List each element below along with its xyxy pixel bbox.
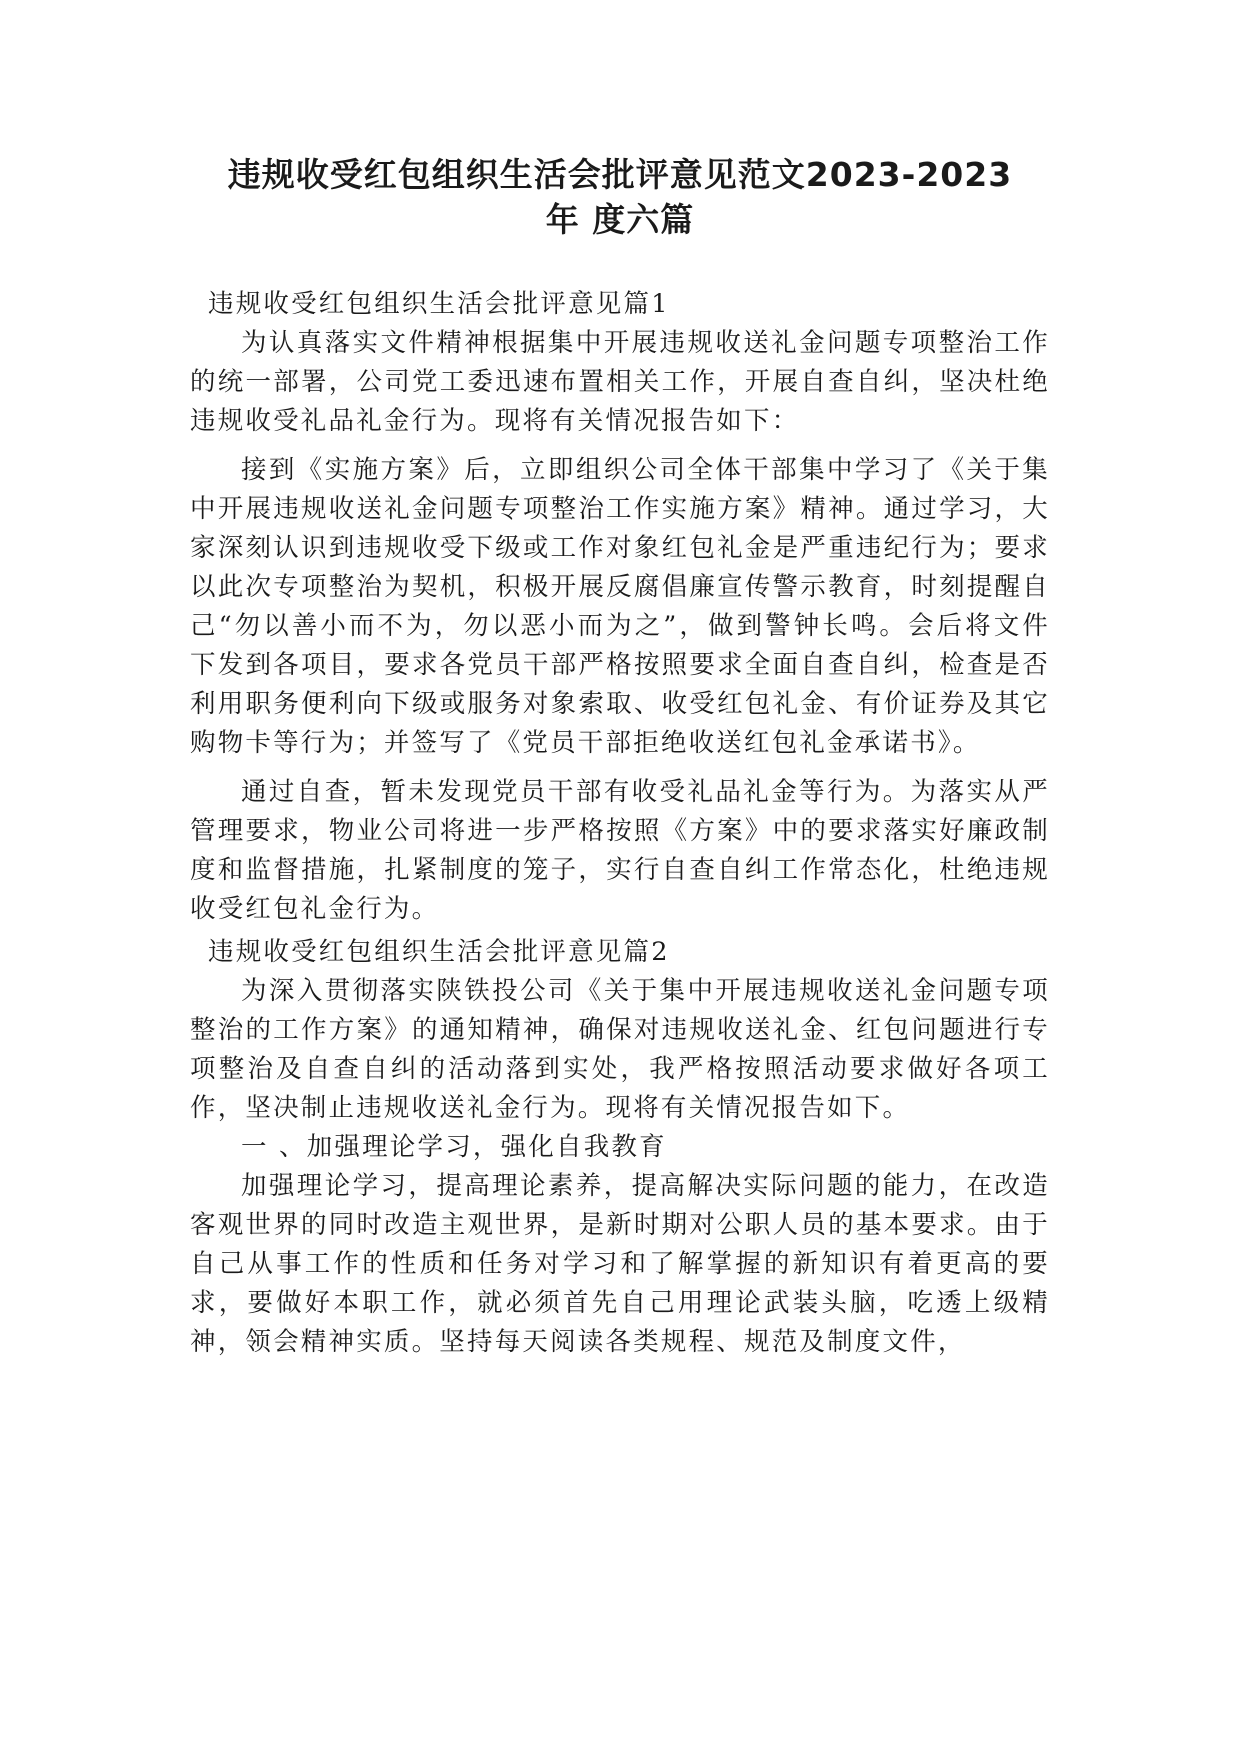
paragraph: 为深入贯彻落实陕铁投公司《关于集中开展违规收送礼金问题专项整治的工作方案》的通知精神，确保对违规收送礼金、红包问题进行专项整治及自查自纠的活动落到实处，我严格按照活动要求做好各项工作，坚决制止违规收送礼金行为。现将有关情况报告如下。 (190, 976, 1050, 1123)
document-body (190, 285, 1050, 1362)
section-heading-1: 违规收受红包组织生活会批评意见篇1 (208, 289, 670, 319)
title-line-1: 违规收受红包组织生活会批评意见范文2023-2023 (227, 155, 1013, 194)
paragraph: 通过自查，暂未发现党员干部有收受礼品礼金等行为。为落实从严管理要求，物业公司将进一步严格按照《方案》中的要求落实好廉政制度和监督措施，扎紧制度的笼子，实行自查自纠工作常态化，杜绝违规收受红包礼金行为。 (190, 777, 1050, 924)
paragraph: 加强理论学习，提高理论素养，提高解决实际问题的能力，在改造客观世界的同时改造主观世界，是新时期对公职人员的基本要求。由于自己从事工作的性质和任务对学习和了解掌握的新知识有着更高的要求，要做好本职工作，就必须首先自己用理论武装头脑，吃透上级精神，领会精神实质。坚持每天阅读各类规程、规范及制度文件， (190, 1171, 1050, 1357)
paragraph: 接到《实施方案》后，立即组织公司全体干部集中学习了《关于集中开展违规收送礼金问题专项整治工作实施方案》精神。通过学习，大家深刻认识到违规收受下级或工作对象红包礼金是严重违纪行为；要求以此次专项整治为契机，积极开展反腐倡廉宣传警示教育，时刻提醒自己“勿以善小而不为，勿以恶小而为之”，做到警钟长鸣。会后将文件下发到各项目，要求各党员干部严格按照要求全面自查自纠，检查是否利用职务便利向下级或服务对象索取、收受红包礼金、有价证券及其它购物卡等行为；并签写了《党员干部拒绝收送红包礼金承诺书》。 (190, 455, 1050, 758)
document-title (200, 152, 1040, 242)
title-line-2: 年 度六篇 (545, 200, 695, 239)
subheading: 一 、加强理论学习，强化自我教育 (241, 1132, 667, 1162)
section-heading-2: 违规收受红包组织生活会批评意见篇2 (208, 937, 670, 967)
paragraph: 为认真落实文件精神根据集中开展违规收送礼金问题专项整治工作的统一部署，公司党工委迅速布置相关工作，开展自查自纠，坚决杜绝违规收受礼品礼金行为。现将有关情况报告如下： (190, 328, 1050, 436)
